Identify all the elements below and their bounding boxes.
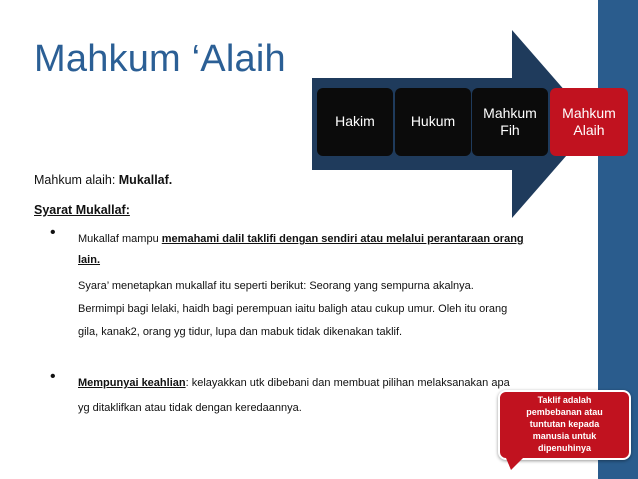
bullet-1-line-1 [78, 233, 524, 245]
mahkum-alaih-prefix: Mahkum alaih: [34, 173, 119, 187]
step-box-hukum: Hukum [395, 88, 471, 156]
step-box-mahkum-alaih: Mahkum Alaih [550, 88, 628, 156]
bullet-1: • [50, 224, 56, 241]
bullet-1-underlined: memahami dalil taklifi dengan sendiri atau melalui perantaraan orang [161, 233, 524, 245]
syarat-heading: Syarat Mukallaf: [34, 203, 130, 217]
bullet-2-rest: : kelayakkan utk dibebani dan membuat pilihan melaksanakan apa [185, 377, 510, 389]
bullet-1-prefix: Mukallaf mampu [78, 233, 162, 245]
callout-line: Taklif adalah [537, 395, 592, 405]
paragraph-line-1: Syara’ menetapkan mukallaf itu seperti berikut: Seorang yang sempurna akalnya. [78, 280, 474, 292]
callout-line: manusia untuk [532, 431, 597, 441]
bullet-2-underlined: Mempunyai keahlian [78, 377, 186, 389]
callout-line: dipenuhinya [537, 443, 591, 453]
paragraph-line-3: gila, kanak2, orang yg tidur, lupa dan mabuk tidak dikenakan taklif. [78, 326, 403, 338]
mahkum-alaih-line [34, 173, 172, 187]
callout-line: pembebanan atau [526, 407, 603, 417]
slide-title: Mahkum ‘Alaih [34, 38, 286, 80]
paragraph-line-2: Bermimpi bagi lelaki, haidh bagi perempuan iaitu baligh atau cukup umur. Oleh itu orang [78, 303, 508, 315]
callout-tail [506, 458, 523, 470]
bullet-2-line-1 [78, 377, 510, 389]
bullet-2-line-2: yg ditaklifkan atau tidak dengan keredaannya. [78, 402, 302, 414]
bullet-1-line-2: lain. [78, 254, 101, 266]
callout-line: tuntutan kepada [529, 419, 600, 429]
bullet-2: • [50, 368, 56, 385]
step-box-mahkum-fih: Mahkum Fih [472, 88, 548, 156]
mukallaf-bold: Mukallaf. [118, 173, 173, 187]
callout-bubble [498, 390, 631, 460]
step-box-hakim: Hakim [317, 88, 393, 156]
